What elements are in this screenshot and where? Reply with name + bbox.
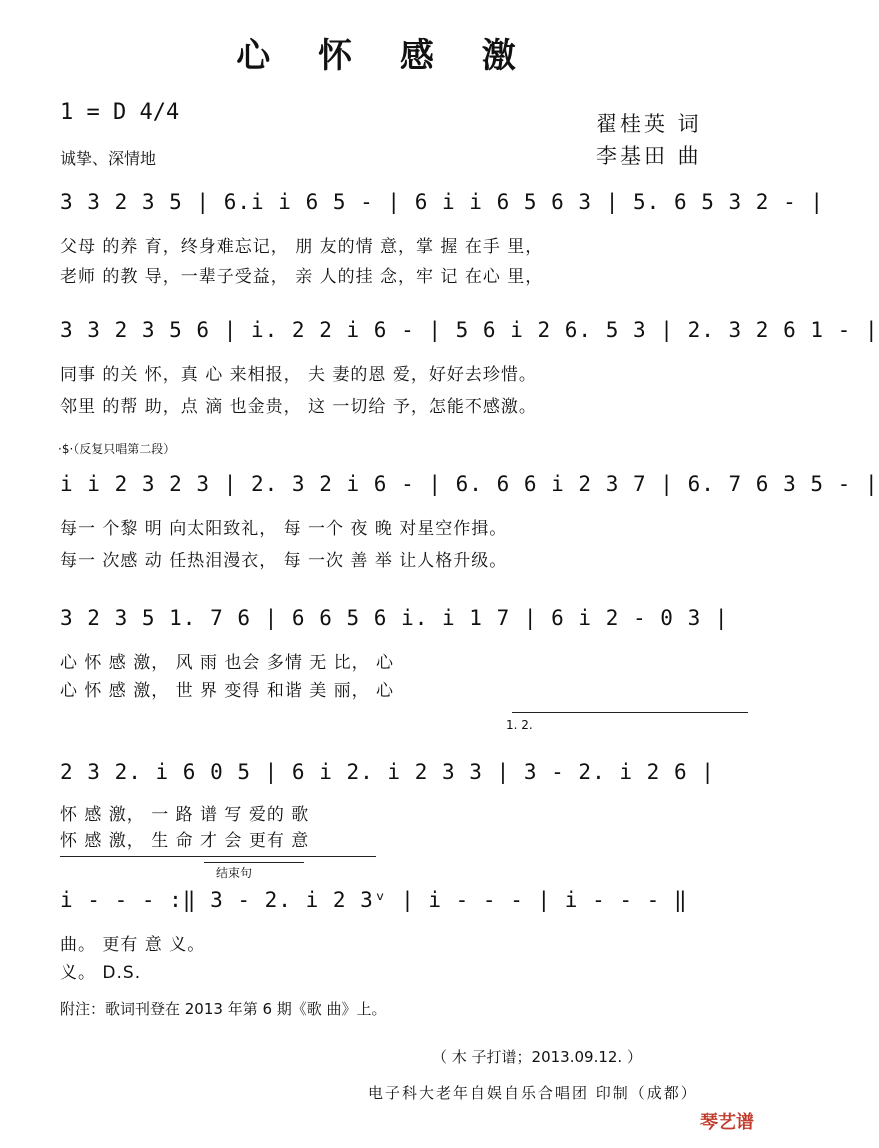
notation-line-1: 3 3 2 3 5 | 6.i i 6 5 - | 6 i i 6 5 6 3 | 5. 6 5 3 2 - | xyxy=(60,190,825,214)
footnote: 附注：歌词刊登在 2013 年第 6 期《歌 曲》上。 xyxy=(60,1000,387,1018)
typeset-credit: （ 木 子打谱；2013.09.12. ） xyxy=(432,1048,642,1066)
volta-label: 1. 2. xyxy=(506,718,533,732)
lyric-line-3b: 每一 次感 动 任热泪漫衣， 每 一次 善 举 让人格升级。 xyxy=(60,551,508,571)
lyricist-credit: 翟桂英 词 xyxy=(596,112,702,136)
tempo-mood: 诚挚、深情地 xyxy=(60,149,157,168)
printer-credit: 电子科大老年自娱自乐合唱团 印制（成都） xyxy=(368,1084,698,1102)
lyric-line-1a: 父母 的养 育，终身难忘记， 朋 友的情 意，掌 握 在手 里， xyxy=(60,237,544,257)
lyric-line-2b: 邻里 的帮 助，点 滴 也金贵， 这 一切给 予，怎能不感激。 xyxy=(60,397,537,417)
segno-marker: ·$·（反复只唱第二段） xyxy=(58,442,176,456)
lyric-line-6a: 曲。 更有 意 义。 xyxy=(60,935,206,955)
ending-label: 结束句 xyxy=(216,866,253,880)
notation-line-4: 3 2 3 5 1. 7 6 | 6 6 5 6 i. i 1 7 | 6 i 2 - 0 3 | xyxy=(60,606,729,630)
lyric-line-2a: 同事 的关 怀，真 心 来相报， 夫 妻的恩 爱，好好去珍惜。 xyxy=(60,365,537,385)
notation-line-3: i i 2 3 2 3 | 2. 3 2 i 6 - | 6. 6 6 i 2 3 7 | 6. 7 6 3 5 - | xyxy=(60,472,879,496)
first-ending-bracket xyxy=(60,856,376,857)
coda-bracket xyxy=(512,712,748,713)
notation-line-6: i - - - :‖ 3 - 2. i 2 3ᵛ | i - - - | i - - - ‖ xyxy=(60,888,688,912)
ending-bracket xyxy=(204,862,304,863)
song-title: 心 怀 感 激 xyxy=(236,36,534,76)
lyric-line-6b: 义。 D.S. xyxy=(60,963,142,983)
notation-line-2: 3 3 2 3 5 6 | i. 2 2 i 6 - | 5 6 i 2 6. 5 3 | 2. 3 2 6 1 - | xyxy=(60,318,879,342)
lyric-line-4a: 心 怀 感 激， 风 雨 也会 多情 无 比， 心 xyxy=(60,653,395,673)
key-signature: 1 = D 4/4 xyxy=(60,100,180,125)
lyric-line-1b: 老师 的教 导，一辈子受益， 亲 人的挂 念，牢 记 在心 里， xyxy=(60,267,544,287)
lyric-line-5a: 怀 感 激， 一 路 谱 写 爱的 歌 xyxy=(60,805,310,825)
notation-line-5: 2 3 2. i 6 0 5 | 6 i 2. i 2 3 3 | 3 - 2. i 2 6 | xyxy=(60,760,715,784)
lyric-line-5b: 怀 感 激， 生 命 才 会 更有 意 xyxy=(60,831,310,851)
lyric-line-4b: 心 怀 感 激， 世 界 变得 和谐 美 丽， 心 xyxy=(60,681,395,701)
composer-credit: 李基田 曲 xyxy=(596,144,702,168)
watermark-logo: 琴艺谱 xyxy=(700,1112,754,1133)
lyric-line-3a: 每一 个黎 明 向太阳致礼， 每 一个 夜 晚 对星空作揖。 xyxy=(60,519,508,539)
